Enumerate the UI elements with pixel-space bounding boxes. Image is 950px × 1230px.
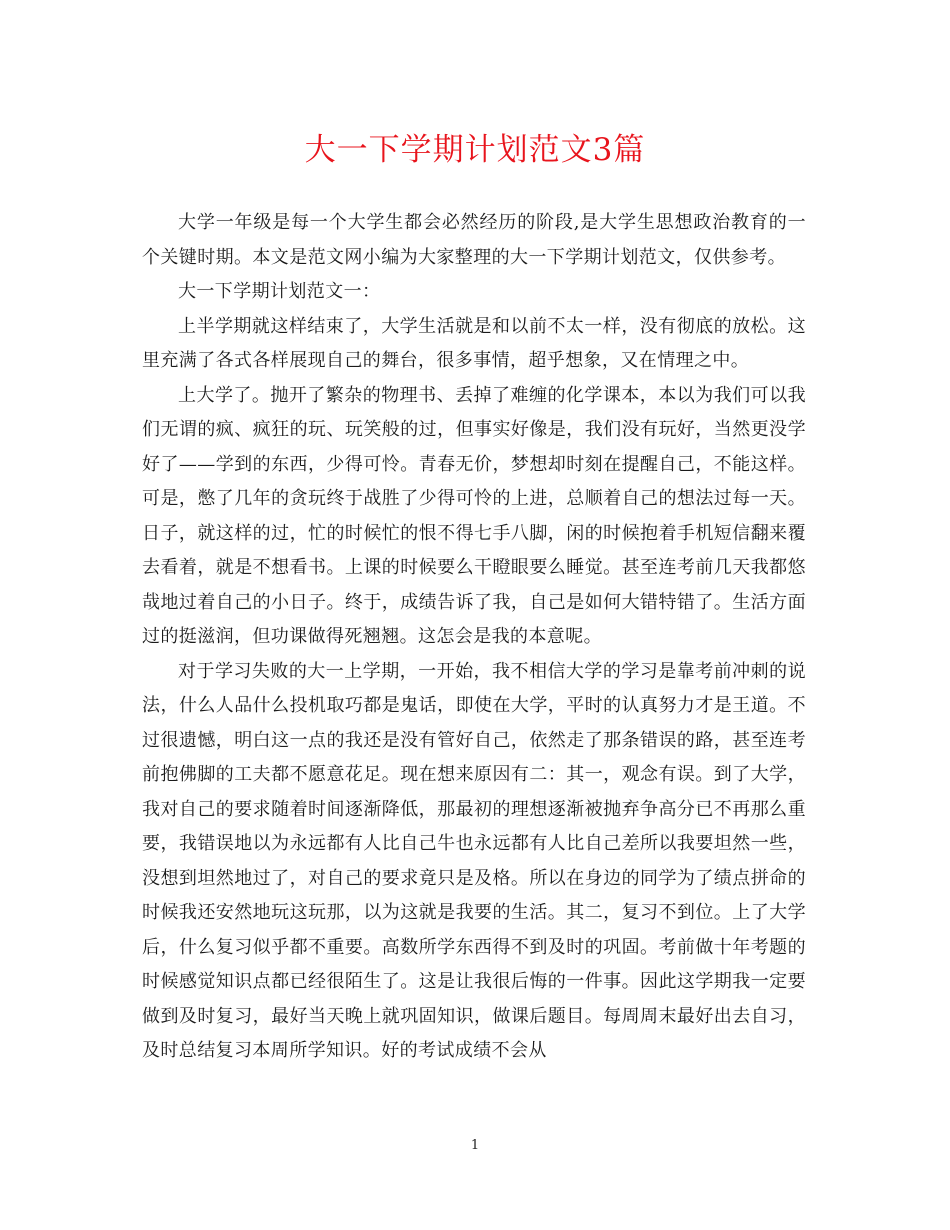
body-paragraph: 对于学习失败的大一上学期，一开始，我不相信大学的学习是靠考前冲刺的说法，什么人品什么投机取巧都是鬼话，即使在大学，平时的认真努力才是王道。不过很遗憾，明白这一点的我还是没有管好自己，依然走了那条错误的路，甚至连考前抱佛脚的工夫都不愿意花足。现在想来原因有二：其一，观念有误。到了大学，我对自己的要求随着时间逐渐降低，那最初的理想逐渐被抛弃争高分已不再那么重要，我错误地以为永远都有人比自己牛也永远都有人比自己差所以我要坦然一些，没想到坦然地过了，对自己的要求竟只是及格。所以在身边的同学为了绩点拼命的时候我还安然地玩这玩那，以为这就是我要的生活。其二，复习不到位。上了大学后，什么复习似乎都不重要。高数所学东西得不到及时的巩固。考前做十年考题的时候感觉知识点都已经很陌生了。这是让我很后悔的一件事。因此这学期我一定要做到及时复习，最好当天晚上就巩固知识，做课后题目。每周周末最好出去自习，及时总结复习本周所学知识。好的考试成绩不会从 [142,660,806,1061]
document-body [142,206,806,1069]
body-paragraph: 上半学期就这样结束了，大学生活就是和以前不太一样，没有彻底的放松。这里充满了各式各样展现自己的舞台，很多事情，超乎想象，又在情理之中。 [142,315,806,371]
document-title: 大一下学期计划范文3篇 [304,132,646,168]
page-number: 1 [470,1138,480,1153]
intro-paragraph: 大学一年级是每一个大学生都会必然经历的阶段,是大学生思想政治教育的一个关键时期。本文是范文网小编为大家整理的大一下学期计划范文，仅供参考。 [142,212,806,268]
section-heading: 大一下学期计划范文一： [178,281,381,302]
body-paragraph: 上大学了。抛开了繁杂的物理书、丢掉了难缠的化学课本，本以为我们可以我们无谓的疯、疯狂的玩、玩笑般的过，但事实好像是，我们没有玩好，当然更没学好了——学到的东西，少得可怜。青春无价，梦想却时刻在提醒自己，不能这样。可是，憋了几年的贪玩终于战胜了少得可怜的上进，总顺着自己的想法过每一天。日子，就这样的过，忙的时候忙的恨不得七手八脚，闲的时候抱着手机短信翻来覆去看着，就是不想看书。上课的时候要么干瞪眼要么睡觉。甚至连考前几天我都悠哉地过着自己的小日子。终于，成绩告诉了我，自己是如何大错特错了。生活方面过的挺滋润，但功课做得死翘翘。这怎会是我的本意呢。 [142,384,806,647]
